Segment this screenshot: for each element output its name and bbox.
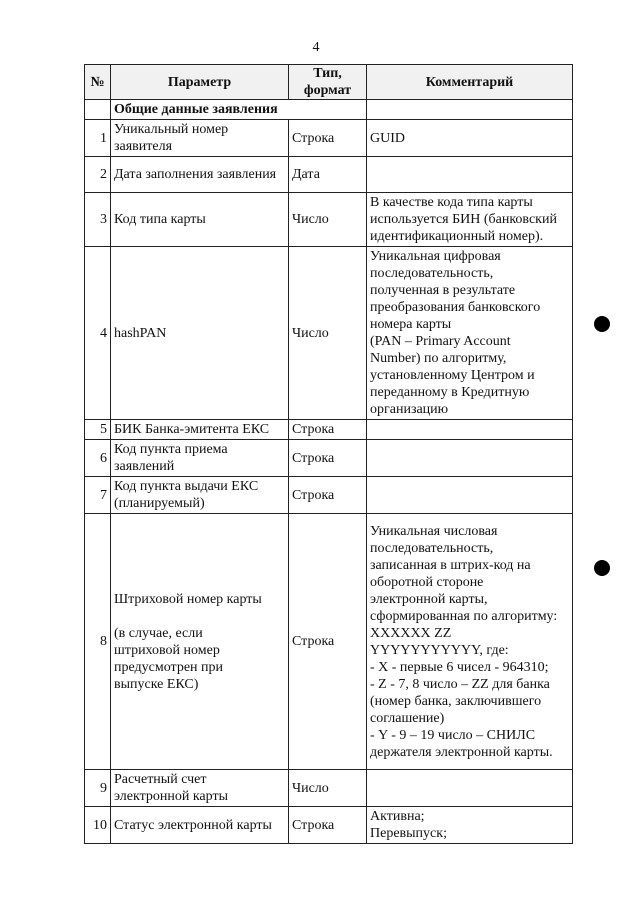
row-num: 1 [85,120,111,157]
row-comment [367,420,573,440]
page-number: 4 [312,40,320,55]
row-type: Строка [289,440,367,477]
row-comment: Уникальная цифровая последовательность, полученная в результате преобразования банковского номера карты (PAN – Primary Account Number) по алгоритму, установленному Центром и переданному в Кредитную организацию [367,247,573,420]
parameters-table [84,64,573,844]
binder-hole-mark [594,560,610,576]
row-param: Уникальный номер заявителя [111,120,289,157]
row-comment: Уникальная числовая последовательность, записанная в штрих-код на оборотной стороне электронной карты, сформированная по алгоритму: XXXXXX ZZ YYYYYYYYYYY, где: - X - первые 6 чисел - 964310; - Z - 7, 8 число – ZZ для банка (номер банка, заключившего соглашение) - Y - 9 – 19 число – СНИЛС держателя электронной карты. [367,514,573,770]
table-row [85,420,573,440]
row-param: БИК Банка-эмитента ЕКС [111,420,289,440]
row-num: 8 [85,514,111,770]
row-param: Дата заполнения заявления [111,157,289,193]
table-row [85,193,573,247]
row-comment: GUID [367,120,573,157]
table-row [85,157,573,193]
table-row [85,770,573,807]
row-num: 2 [85,157,111,193]
header-param: Параметр [111,65,289,100]
row-param: Расчетный счет электронной карты [111,770,289,807]
row-param: Код пункта выдачи ЕКС (планируемый) [111,477,289,514]
binder-hole-mark [594,316,610,332]
header-num: № [85,65,111,100]
section-title: Общие данные заявления [111,100,367,120]
row-num: 10 [85,807,111,844]
section-comment-cell [367,100,573,120]
table-row [85,807,573,844]
row-comment: Активна; Перевыпуск; [367,807,573,844]
row-param: Код пункта приема заявлений [111,440,289,477]
row-type: Число [289,770,367,807]
header-type: Тип, формат [289,65,367,100]
row-param: Штриховой номер карты (в случае, если штриховой номер предусмотрен при выпуске ЕКС) [111,514,289,770]
row-comment [367,770,573,807]
row-num: 4 [85,247,111,420]
row-num: 9 [85,770,111,807]
row-num: 6 [85,440,111,477]
row-type: Строка [289,807,367,844]
row-type: Строка [289,420,367,440]
row-num: 7 [85,477,111,514]
row-type: Дата [289,157,367,193]
section-num-cell [85,100,111,120]
section-row [85,100,573,120]
row-param: hashPAN [111,247,289,420]
row-type: Строка [289,477,367,514]
row-param: Статус электронной карты [111,807,289,844]
row-param: Код типа карты [111,193,289,247]
row-type: Число [289,247,367,420]
table-row [85,247,573,420]
row-comment [367,440,573,477]
row-comment [367,477,573,514]
table-row [85,477,573,514]
row-comment: В качестве кода типа карты используется БИН (банковский идентификационный номер). [367,193,573,247]
table-row [85,514,573,770]
row-comment [367,157,573,193]
header-comment: Комментарий [367,65,573,100]
row-type: Строка [289,514,367,770]
table-row [85,440,573,477]
table-row [85,120,573,157]
row-type: Строка [289,120,367,157]
table-header-row [85,65,573,100]
row-num: 3 [85,193,111,247]
row-num: 5 [85,420,111,440]
row-type: Число [289,193,367,247]
